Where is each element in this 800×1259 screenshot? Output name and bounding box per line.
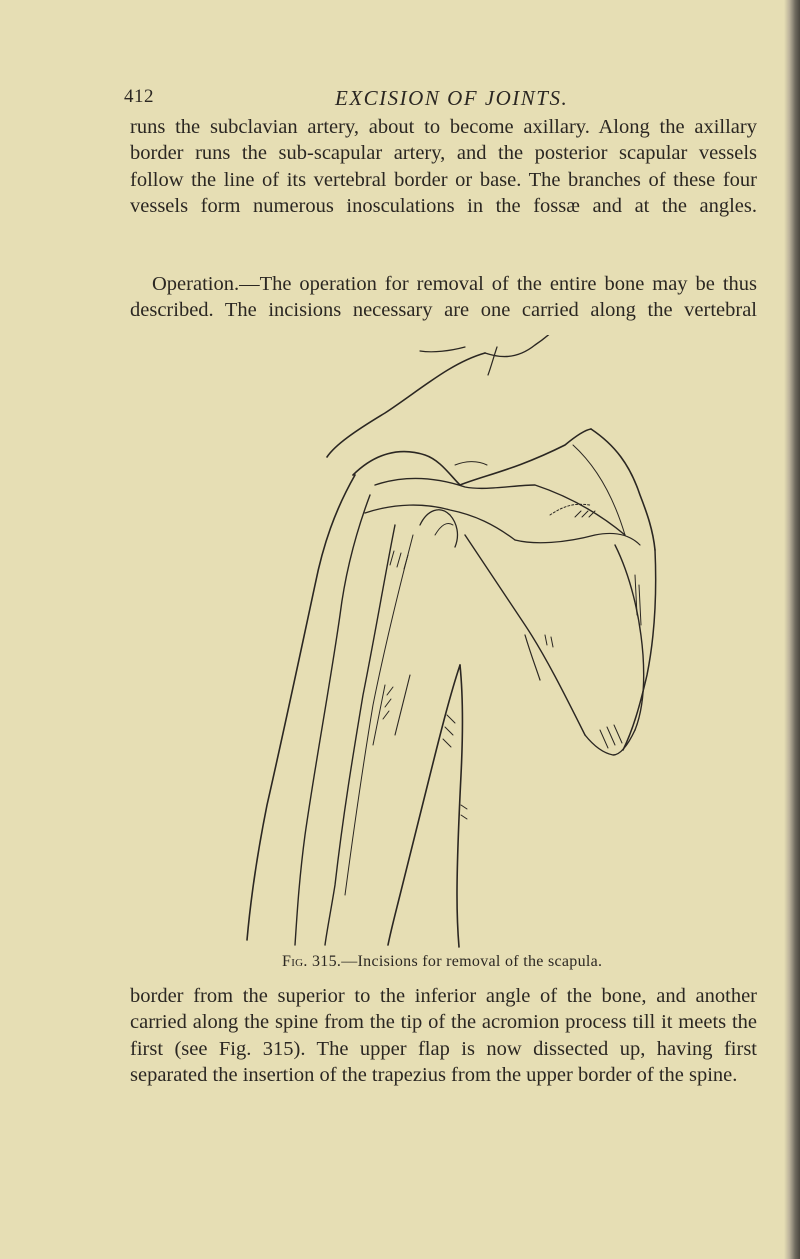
caption-label: Fig. 315. xyxy=(282,953,342,970)
running-head: EXCISION OF JOINTS. xyxy=(335,86,569,110)
scapula-illustration xyxy=(235,335,675,950)
scapula-figure xyxy=(235,335,675,950)
paragraph-3: border from the superior to the inferior angle of the bone, and another carried along the spine from the tip of the acromion process till it meets the first (see Fig. 315). The upper flap is now dissected up, having first separated the insertion of the trapezius from the upper border of the spine. xyxy=(130,985,757,1086)
paragraph-2: Operation.—The operation for removal of the entire bone may be thus described. The incisions necessary are one carried along the vertebral xyxy=(130,273,757,322)
paragraph-1: runs the subclavian artery, about to become axillary. Along the axillary border runs the sub-scapular artery, and the posterior scapular vessels follow the line of its vertebral border or base. The branches of these four vessels form numerous inosculations in the fossæ and at the angles. xyxy=(130,116,757,217)
page-number: 412 xyxy=(124,86,154,107)
spine-incision-line xyxy=(327,353,485,457)
caption-text: —Incisions for removal of the scapula. xyxy=(341,953,603,970)
figure-caption xyxy=(282,953,682,971)
page-edge-shadow xyxy=(784,0,800,1259)
